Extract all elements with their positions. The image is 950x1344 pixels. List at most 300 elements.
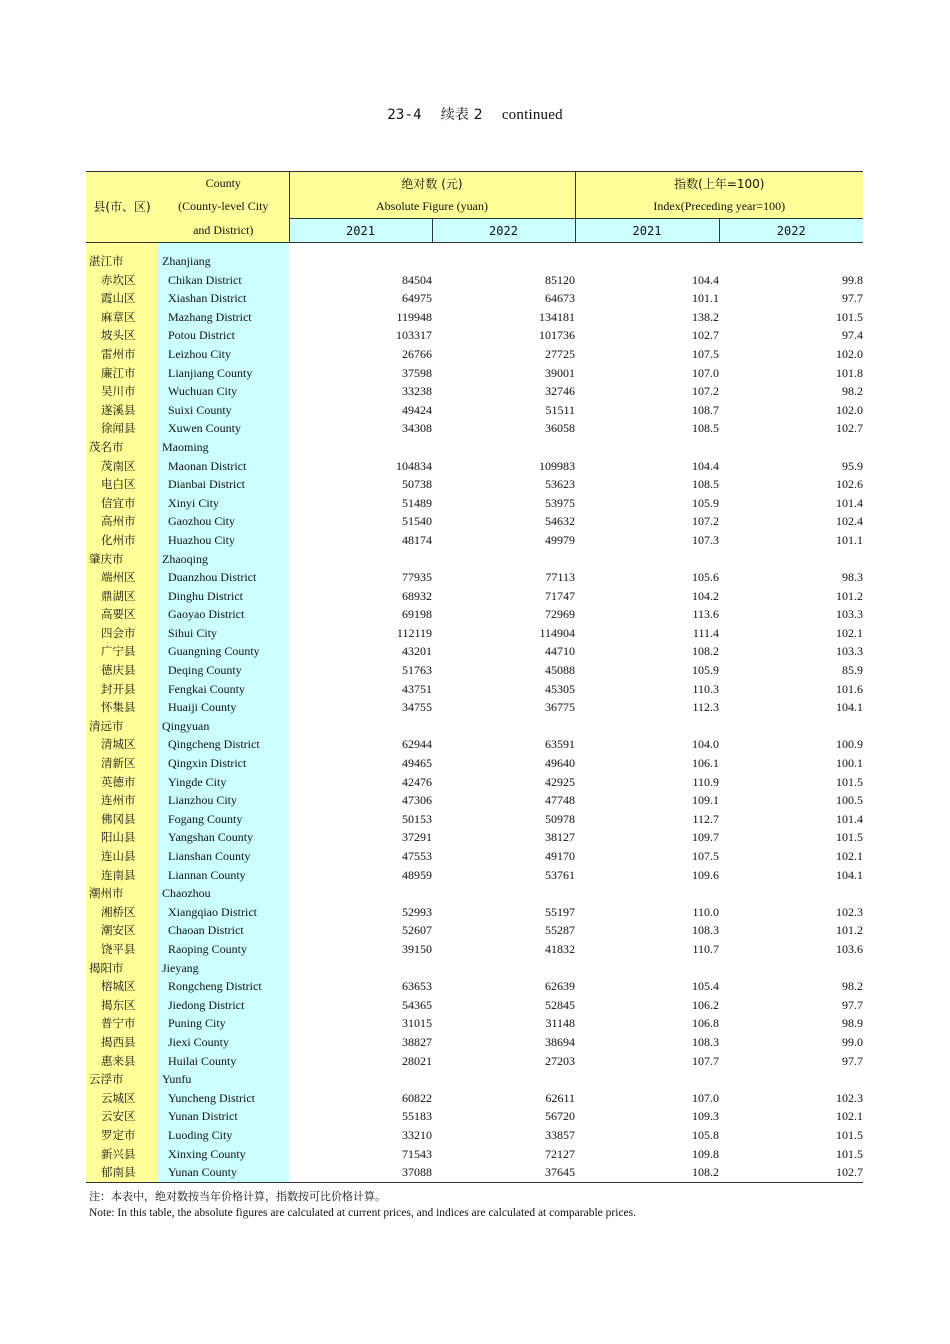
index-2021-cell: 110.9	[692, 774, 719, 789]
region-name-en: Zhaoqing	[158, 550, 289, 569]
region-name-en: Jiexi County	[158, 1033, 289, 1052]
region-name-cn: 云浮市	[86, 1070, 158, 1089]
abs-2021-cell: 31015	[402, 1016, 432, 1031]
abs-2022-cell: 37645	[432, 1163, 575, 1182]
district-row	[86, 828, 863, 847]
table-header	[86, 172, 863, 243]
region-name-en: Raoping County	[158, 940, 289, 959]
abs-2022-cell: 51511	[545, 402, 575, 417]
index-2021-cell: 107.5	[692, 346, 719, 361]
region-name-cn: 饶平县	[86, 940, 158, 959]
region-name-en: Deqing County	[158, 661, 289, 680]
abs-2022-cell: 42925	[545, 774, 575, 789]
index-2022-cell: 97.7	[842, 1053, 864, 1068]
header-index-en: Index(Preceding year=100)	[575, 195, 863, 219]
district-row	[86, 1107, 863, 1126]
region-name-cn: 茂南区	[86, 457, 158, 476]
spacer-row	[86, 243, 863, 253]
abs-2022-cell: 49170	[545, 849, 575, 863]
region-name-cn: 赤坎区	[86, 271, 158, 290]
abs-2022-cell: 52845	[545, 997, 575, 1012]
index-2021-cell: 108.3	[692, 923, 719, 938]
index-2021-cell: 105.4	[692, 979, 719, 994]
district-row	[86, 977, 863, 996]
abs-2021-cell	[289, 717, 432, 736]
index-2022-cell: 101.5	[836, 774, 864, 789]
abs-2021-cell: 37088	[289, 1163, 432, 1182]
abs-2021-cell	[289, 550, 432, 569]
district-row	[86, 940, 863, 959]
index-2022-cell: 101.5	[836, 830, 864, 845]
district-row	[86, 475, 863, 494]
abs-2022-cell	[432, 884, 575, 903]
index-2021-cell	[575, 438, 719, 457]
abs-2022-cell: 55287	[545, 923, 575, 938]
region-name-en: Yingde City	[158, 773, 289, 792]
region-name-cn: 潮州市	[86, 884, 158, 903]
abs-2021-cell: 51489	[402, 495, 432, 510]
region-name-en: Chaozhou	[158, 884, 289, 903]
index-2021-cell: 113.6	[692, 607, 719, 622]
index-2021-cell: 105.9	[692, 495, 719, 510]
abs-2022-cell: 31148	[545, 1016, 575, 1031]
abs-2022-cell: 32746	[545, 384, 575, 399]
region-name-en: Dinghu District	[158, 587, 289, 606]
region-name-en: Lianshan County	[158, 847, 289, 866]
abs-2022-cell: 53623	[545, 477, 575, 492]
index-2021-cell: 107.0	[692, 1090, 719, 1105]
abs-2021-cell: 34755	[402, 700, 432, 715]
abs-2022-cell: 49979	[545, 532, 575, 547]
city-row	[86, 717, 863, 736]
index-2022-cell	[719, 717, 863, 736]
index-2021-cell: 104.0	[692, 737, 719, 752]
region-name-cn: 端州区	[86, 568, 158, 587]
index-2021-cell: 112.3	[692, 700, 719, 715]
region-name-cn: 茂名市	[86, 438, 158, 457]
index-2021-cell: 102.7	[692, 328, 719, 343]
index-2022-cell	[719, 884, 863, 903]
district-row	[86, 271, 863, 290]
region-name-cn: 霞山区	[86, 289, 158, 308]
district-row	[86, 419, 863, 438]
region-name-en: Lianzhou City	[158, 791, 289, 810]
abs-2021-cell: 103317	[396, 328, 432, 343]
index-2021-cell: 108.2	[575, 1163, 719, 1182]
region-name-cn: 电白区	[86, 475, 158, 494]
index-2022-cell: 102.7	[719, 1163, 863, 1182]
region-name-en: Qingxin District	[158, 754, 289, 773]
district-row	[86, 345, 863, 364]
region-name-cn: 连南县	[86, 866, 158, 885]
index-2022-cell: 100.1	[836, 756, 864, 771]
index-2021-cell: 109.8	[692, 1146, 719, 1161]
index-2021-cell: 106.1	[692, 756, 719, 771]
abs-2022-cell	[432, 252, 575, 271]
index-2022-cell: 99.8	[842, 272, 864, 287]
region-name-cn: 麻章区	[86, 308, 158, 327]
index-2021-cell: 107.2	[692, 384, 719, 399]
abs-2022-cell: 72127	[545, 1146, 575, 1161]
abs-2021-cell: 42476	[402, 774, 432, 789]
district-row	[86, 847, 863, 866]
city-row	[86, 550, 863, 569]
index-2021-cell: 106.2	[692, 997, 719, 1012]
index-2022-cell: 102.6	[836, 477, 864, 492]
header-absolute-en: Absolute Figure (yuan)	[289, 195, 575, 219]
index-2022-cell: 98.2	[842, 384, 864, 399]
district-row	[86, 754, 863, 773]
region-name-cn: 清新区	[86, 754, 158, 773]
region-name-cn: 潮安区	[86, 921, 158, 940]
region-name-cn: 云城区	[86, 1089, 158, 1108]
region-name-en: Xiashan District	[158, 289, 289, 308]
region-name-cn: 吴川市	[86, 382, 158, 401]
region-name-cn: 遂溪县	[86, 401, 158, 420]
index-2022-cell: 104.1	[836, 700, 864, 715]
region-name-en: Huilai County	[158, 1052, 289, 1071]
region-name-cn: 鼎湖区	[86, 587, 158, 606]
region-name-en: Gaoyao District	[158, 605, 289, 624]
index-2022-cell: 98.2	[842, 979, 864, 994]
abs-2022-cell: 53761	[545, 867, 575, 882]
index-2022-cell: 98.9	[842, 1016, 864, 1031]
region-name-en: Mazhang District	[158, 308, 289, 327]
abs-2022-cell: 64673	[545, 291, 575, 306]
region-name-en: Gaozhou City	[158, 512, 289, 531]
index-2022-cell	[719, 959, 863, 978]
district-row	[86, 1145, 863, 1164]
abs-2022-cell: 62611	[545, 1090, 575, 1105]
abs-2022-cell: 54632	[545, 514, 575, 529]
abs-2022-cell: 44710	[545, 644, 575, 659]
city-row	[86, 884, 863, 903]
index-2022-cell: 97.7	[842, 291, 864, 306]
index-2022-cell: 101.4	[836, 811, 864, 826]
district-row	[86, 326, 863, 345]
index-2022-cell: 98.3	[842, 570, 864, 585]
table-number: 23-4	[387, 107, 422, 123]
region-name-en: Xiangqiao District	[158, 903, 289, 922]
table-title-cn: 续表 2	[440, 107, 483, 123]
abs-2022-cell: 109983	[539, 458, 575, 473]
region-name-en: Yunan District	[158, 1107, 289, 1126]
index-2022-cell: 100.5	[836, 793, 864, 808]
abs-2022-cell: 36058	[545, 421, 575, 436]
note-en: Note: In this table, the absolute figures are calculated at current prices, and indices are calculated at comparable prices.	[89, 1207, 636, 1219]
index-2021-cell: 108.5	[692, 421, 719, 436]
index-2022-cell: 102.1	[836, 849, 864, 863]
abs-2021-cell: 54365	[402, 997, 432, 1012]
region-name-cn: 揭东区	[86, 996, 158, 1015]
index-2021-cell: 108.5	[692, 477, 719, 492]
region-name-en: Rongcheng District	[158, 977, 289, 996]
region-name-cn: 佛冈县	[86, 810, 158, 829]
abs-2021-cell	[289, 959, 432, 978]
region-name-cn: 罗定市	[86, 1126, 158, 1145]
region-name-en: Wuchuan City	[158, 382, 289, 401]
header-abs-2022: 2022	[432, 219, 575, 243]
region-name-cn: 湛江市	[86, 252, 158, 271]
abs-2022-cell: 63591	[545, 737, 575, 752]
region-name-en: Jieyang	[158, 959, 289, 978]
abs-2022-cell: 27203	[545, 1053, 575, 1068]
district-row	[86, 903, 863, 922]
abs-2021-cell: 48174	[402, 532, 432, 547]
index-2022-cell: 101.4	[836, 495, 864, 510]
index-2022-cell: 102.0	[836, 402, 864, 417]
header-county-cn-top	[86, 172, 158, 196]
header-county-en-3: and District)	[158, 219, 289, 243]
district-row	[86, 642, 863, 661]
index-2022-cell: 101.6	[836, 681, 864, 696]
abs-2021-cell: 63653	[402, 979, 432, 994]
region-name-en: Huazhou City	[158, 531, 289, 550]
abs-2022-cell: 38694	[545, 1034, 575, 1049]
index-2022-cell: 85.9	[842, 663, 864, 678]
region-name-cn: 揭阳市	[86, 959, 158, 978]
index-2022-cell: 101.5	[836, 1146, 864, 1161]
index-2021-cell: 110.7	[692, 941, 719, 956]
abs-2022-cell: 53975	[545, 495, 575, 510]
region-name-cn: 信宜市	[86, 494, 158, 513]
abs-2022-cell: 55197	[545, 904, 575, 919]
index-2022-cell	[719, 252, 863, 271]
district-row	[86, 364, 863, 383]
abs-2022-cell: 71747	[545, 588, 575, 603]
region-name-en: Qingyuan	[158, 717, 289, 736]
index-2022-cell: 102.3	[836, 1090, 864, 1105]
abs-2021-cell: 49424	[402, 402, 432, 417]
abs-2022-cell: 56720	[545, 1109, 575, 1124]
region-name-cn: 肇庆市	[86, 550, 158, 569]
region-name-en: Dianbai District	[158, 475, 289, 494]
region-name-en: Xinyi City	[158, 494, 289, 513]
district-row	[86, 568, 863, 587]
region-name-en: Zhanjiang	[158, 252, 289, 271]
region-name-en: Guangning County	[158, 642, 289, 661]
index-2021-cell: 109.7	[692, 830, 719, 845]
abs-2021-cell: 33238	[402, 384, 432, 399]
index-2022-cell: 102.4	[836, 514, 864, 529]
district-row	[86, 661, 863, 680]
abs-2022-cell: 38127	[545, 830, 575, 845]
index-2021-cell	[575, 550, 719, 569]
region-name-en: Duanzhou District	[158, 568, 289, 587]
note-cn: 注：本表中，绝对数按当年价格计算，指数按可比价格计算。	[89, 1190, 386, 1203]
table-title	[0, 104, 950, 124]
index-2022-cell: 102.1	[836, 1109, 864, 1124]
abs-2021-cell: 26766	[402, 346, 432, 361]
region-name-cn: 湘桥区	[86, 903, 158, 922]
header-index-cn: 指数(上年=100)	[575, 172, 863, 196]
table-body	[86, 243, 863, 1183]
city-row	[86, 252, 863, 271]
district-row	[86, 1033, 863, 1052]
table-title-en: continued	[501, 107, 563, 123]
region-name-cn: 高州市	[86, 512, 158, 531]
index-2022-cell: 103.3	[836, 607, 864, 622]
district-row	[86, 1126, 863, 1145]
index-2021-cell: 112.7	[692, 811, 719, 826]
index-2021-cell: 108.7	[692, 402, 719, 417]
abs-2022-cell: 85120	[545, 272, 575, 287]
abs-2021-cell: 112119	[396, 625, 432, 640]
region-name-en: Yangshan County	[158, 828, 289, 847]
region-name-en: Yunan County	[158, 1163, 289, 1182]
district-row	[86, 457, 863, 476]
table-notes	[89, 1189, 636, 1221]
abs-2021-cell	[289, 252, 432, 271]
index-2021-cell	[575, 959, 719, 978]
region-name-cn: 榕城区	[86, 977, 158, 996]
region-name-en: Luoding City	[158, 1126, 289, 1145]
abs-2022-cell: 45305	[545, 681, 575, 696]
abs-2022-cell	[432, 959, 575, 978]
index-2022-cell: 102.7	[836, 421, 864, 436]
index-2021-cell: 107.2	[692, 514, 719, 529]
abs-2022-cell: 47748	[545, 793, 575, 808]
abs-2021-cell: 28021	[402, 1053, 432, 1068]
district-row	[86, 680, 863, 699]
region-name-en: Yunfu	[158, 1070, 289, 1089]
abs-2022-cell	[432, 717, 575, 736]
abs-2021-cell: 84504	[402, 272, 432, 287]
region-name-en: Chaoan District	[158, 921, 289, 940]
region-name-cn: 怀集县	[86, 698, 158, 717]
abs-2021-cell: 39150	[402, 941, 432, 956]
region-name-en: Jiedong District	[158, 996, 289, 1015]
abs-2021-cell: 50738	[402, 477, 432, 492]
index-2021-cell: 109.6	[692, 867, 719, 882]
index-2022-cell: 103.3	[836, 644, 864, 659]
abs-2022-cell: 49640	[545, 756, 575, 771]
abs-2021-cell: 55183	[402, 1109, 432, 1124]
abs-2021-cell: 47553	[402, 849, 432, 863]
index-2021-cell: 101.1	[692, 291, 719, 306]
abs-2021-cell: 49465	[402, 756, 432, 771]
region-name-cn: 新兴县	[86, 1145, 158, 1164]
region-name-cn: 惠来县	[86, 1052, 158, 1071]
index-2022-cell: 101.8	[836, 365, 864, 380]
index-2021-cell: 109.3	[692, 1109, 719, 1124]
region-name-en: Huaiji County	[158, 698, 289, 717]
index-2021-cell: 107.0	[692, 365, 719, 380]
abs-2021-cell	[289, 1070, 432, 1089]
region-name-cn: 云安区	[86, 1107, 158, 1126]
header-county-cn-bottom	[86, 219, 158, 243]
region-name-en: Suixi County	[158, 401, 289, 420]
index-2021-cell: 111.4	[692, 625, 719, 640]
region-name-en: Fengkai County	[158, 680, 289, 699]
region-name-cn: 普宁市	[86, 1014, 158, 1033]
header-idx-2021: 2021	[575, 219, 719, 243]
index-2022-cell: 102.3	[836, 904, 864, 919]
region-name-cn: 清远市	[86, 717, 158, 736]
region-name-cn: 高要区	[86, 605, 158, 624]
region-name-cn: 徐闻县	[86, 419, 158, 438]
abs-2021-cell: 50153	[402, 811, 432, 826]
abs-2022-cell: 114904	[539, 625, 575, 640]
district-row	[86, 308, 863, 327]
abs-2021-cell	[289, 438, 432, 457]
district-row	[86, 587, 863, 606]
abs-2022-cell	[432, 438, 575, 457]
index-2022-cell: 97.7	[842, 997, 864, 1012]
abs-2022-cell: 72969	[545, 607, 575, 622]
abs-2021-cell: 43751	[402, 681, 432, 696]
city-row	[86, 959, 863, 978]
region-name-en: Liannan County	[158, 866, 289, 885]
header-county-cn: 县(市、区)	[86, 195, 158, 219]
index-2021-cell: 109.1	[692, 793, 719, 808]
index-2022-cell: 102.0	[836, 346, 864, 361]
header-county-en-2: (County-level City	[158, 195, 289, 219]
abs-2021-cell: 48959	[402, 867, 432, 882]
district-row	[86, 735, 863, 754]
abs-2022-cell: 36775	[545, 700, 575, 715]
statistics-table	[86, 171, 863, 1183]
abs-2021-cell: 52993	[402, 904, 432, 919]
region-name-cn: 连州市	[86, 791, 158, 810]
abs-2021-cell: 33210	[402, 1127, 432, 1142]
district-row	[86, 996, 863, 1015]
district-row	[86, 382, 863, 401]
index-2022-cell: 101.1	[836, 532, 864, 547]
abs-2022-cell: 50978	[545, 811, 575, 826]
index-2022-cell	[719, 1070, 863, 1089]
abs-2021-cell: 38827	[402, 1034, 432, 1049]
index-2022-cell: 95.9	[842, 458, 864, 473]
abs-2021-cell: 71543	[402, 1146, 432, 1161]
index-2021-cell: 138.2	[692, 309, 719, 324]
region-name-cn: 廉江市	[86, 364, 158, 383]
region-name-en: Potou District	[158, 326, 289, 345]
abs-2022-cell: 62639	[545, 979, 575, 994]
abs-2022-cell: 41832	[545, 941, 575, 956]
index-2021-cell: 104.4	[692, 458, 719, 473]
abs-2021-cell: 119948	[396, 309, 432, 324]
region-name-en: Yuncheng District	[158, 1089, 289, 1108]
index-2021-cell: 110.3	[692, 681, 719, 696]
index-2021-cell: 108.3	[692, 1034, 719, 1049]
district-row	[86, 810, 863, 829]
abs-2022-cell	[432, 550, 575, 569]
region-name-en: Maonan District	[158, 457, 289, 476]
abs-2022-cell: 39001	[545, 365, 575, 380]
abs-2022-cell	[432, 1070, 575, 1089]
region-name-en: Maoming	[158, 438, 289, 457]
header-absolute-cn: 绝对数 (元)	[289, 172, 575, 196]
region-name-cn: 揭西县	[86, 1033, 158, 1052]
abs-2021-cell: 52607	[402, 923, 432, 938]
district-row	[86, 531, 863, 550]
abs-2021-cell: 64975	[402, 291, 432, 306]
abs-2021-cell: 43201	[402, 644, 432, 659]
index-2021-cell: 105.9	[692, 663, 719, 678]
district-row	[86, 1052, 863, 1071]
index-2021-cell: 108.2	[692, 644, 719, 659]
city-row	[86, 1070, 863, 1089]
index-2021-cell: 107.5	[692, 849, 719, 863]
index-2021-cell	[575, 884, 719, 903]
abs-2022-cell: 33857	[545, 1127, 575, 1142]
abs-2021-cell: 37598	[402, 365, 432, 380]
district-row	[86, 401, 863, 420]
abs-2022-cell: 45088	[545, 663, 575, 678]
region-name-cn: 坡头区	[86, 326, 158, 345]
district-row	[86, 921, 863, 940]
